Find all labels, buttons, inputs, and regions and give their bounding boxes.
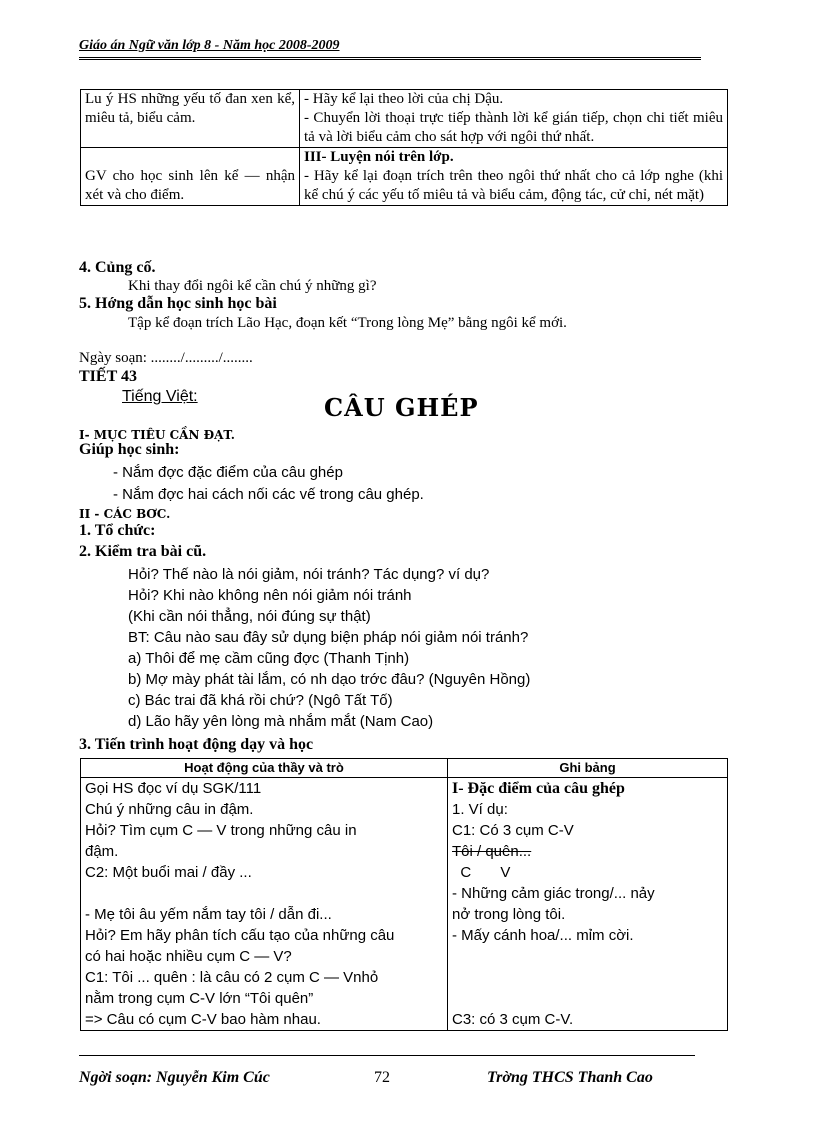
table-line: nằm trong cụm C-V lớn “Tôi quên”	[85, 990, 314, 1007]
table-line	[85, 883, 443, 904]
question-line: a) Thôi để mẹ cầm cũng đợc (Thanh Tịnh)	[128, 650, 410, 667]
table-cell-left: GV cho học sinh lên kể — nhận xét và cho điểm.	[81, 148, 300, 206]
table-heading: III- Luyện nói trên lớp.	[304, 149, 454, 165]
objectives-sub: Giúp học sinh:	[79, 441, 180, 458]
question-line: c) Bác trai đã khá rồi chứ? (Ngô Tất Tố)	[128, 692, 393, 709]
process-heading: 3. Tiến trình hoạt động dạy và học	[79, 736, 314, 753]
table-line: Gọi HS đọc ví dụ SGK/111	[85, 780, 262, 797]
objective-item: - Nắm đợc đặc điểm của câu ghép	[113, 464, 343, 481]
table-line: 1. Ví dụ:	[452, 801, 508, 818]
page-title: CÂU GHÉP	[324, 393, 479, 422]
table-line: C3: có 3 cụm C-V.	[452, 1011, 574, 1028]
table-line: Hỏi? Em hãy phân tích cấu tạo của những câu	[85, 927, 395, 944]
table-line: - Những cảm giác trong/... nảy	[452, 885, 655, 902]
table-line: Tôi / quên...	[452, 843, 532, 860]
table-heading: I- Đặc điểm của câu ghép	[452, 780, 625, 797]
table-line: đậm.	[85, 843, 119, 860]
table-line: Hỏi? Tìm cụm C — V trong những câu in	[85, 822, 357, 839]
column-header-board: Ghi bảng	[448, 759, 728, 778]
guidance-heading: 5. Hớng dẫn học sinh học bài	[79, 295, 277, 312]
table-line: - Chuyển lời thoại trực tiếp thành lời kể gián tiếp, chọn chi tiết miêu tả và lời biểu cảm cho sát hợp với ngôi thứ nhất.	[304, 110, 723, 145]
question-line: BT: Câu nào sau đây sử dụng biện pháp nói giảm nói tránh?	[128, 629, 529, 646]
date-line: Ngày soạn: ......../........./........	[79, 350, 253, 366]
footer-author: Ngời soạn: Nguyễn Kim Cúc	[79, 1069, 270, 1086]
footer-school: Trờng THCS Thanh Cao	[487, 1069, 653, 1086]
activity-table-2	[80, 758, 728, 1031]
table-line: C2: Một buổi mai / đầy ...	[85, 864, 252, 881]
page-number: 72	[374, 1069, 390, 1086]
question-line: b) Mợ mày phát tài lắm, có nh dạo trớc đâu? (Nguyên Hồng)	[128, 671, 531, 688]
table-row	[81, 778, 728, 1031]
table-line: => Câu có cụm C-V bao hàm nhau.	[85, 1011, 321, 1028]
org-heading: 1. Tổ chức:	[79, 522, 156, 539]
table-line: C1: Tôi ... quên : là câu có 2 cụm C — Vnhỏ	[85, 969, 379, 986]
table-line: Chú ý những câu in đậm.	[85, 801, 254, 818]
table-line: nở trong lòng tôi.	[452, 906, 566, 923]
table-line: C1: Có 3 cụm C-V	[452, 822, 574, 839]
consolidation-text: Khi thay đổi ngôi kể cần chú ý những gì?	[128, 278, 377, 294]
subject-label: Tiếng Việt:	[122, 388, 198, 405]
objective-item: - Nắm đợc hai cách nối các vế trong câu ghép.	[113, 486, 424, 503]
question-line: Hỏi? Khi nào không nên nói giảm nói tránh	[128, 587, 412, 604]
objectives-heading: I- MỤC TIÊU CẦN ĐẠT.	[79, 428, 235, 442]
table-cell-right	[448, 778, 728, 1031]
table-row	[81, 148, 728, 206]
table-line: có hai hoặc nhiều cụm C — V?	[85, 948, 292, 965]
check-heading: 2. Kiểm tra bài cũ.	[79, 543, 207, 560]
period-label: TIẾT 43	[79, 368, 137, 385]
question-line: Hỏi? Thế nào là nói giảm, nói tránh? Tác dụng? ví dụ?	[128, 566, 490, 583]
table-header-row	[81, 759, 728, 778]
table-line: - Hãy kể lại theo lời của chị Dậu.	[304, 91, 504, 107]
table-cell-right	[300, 90, 728, 148]
table-line: - Hãy kể lại đoạn trích trên theo ngôi thứ nhất cho cả lớp nghe (khi kể chú ý các yếu tố miêu tả và biểu cảm, động tác, cử chỉ, nét mặt)	[304, 168, 723, 203]
question-line: d) Lão hãy yên lòng mà nhắm mắt (Nam Cao)	[128, 713, 434, 730]
table-line: C V	[452, 864, 511, 881]
activity-table-1	[80, 89, 728, 206]
header-rule	[79, 57, 701, 60]
question-line: (Khi cần nói thẳng, nói đúng sự thật)	[128, 608, 371, 625]
table-line: - Mấy cánh hoa/... mỉm cời.	[452, 927, 634, 944]
footer-rule	[79, 1055, 695, 1056]
table-cell-right	[300, 148, 728, 206]
column-header-activities: Hoạt động của thầy và trò	[81, 759, 448, 778]
table-line: - Mẹ tôi âu yếm nắm tay tôi / dẫn đi...	[85, 906, 332, 923]
consolidation-heading: 4. Củng cố.	[79, 259, 156, 276]
table-row	[81, 90, 728, 148]
header-title: Giáo án Ngữ văn lớp 8 - Năm học 2008-2009	[79, 38, 340, 53]
table-cell-left	[81, 778, 448, 1031]
table-cell-left: Lu ý HS những yếu tố đan xen kể, miêu tả, biểu cảm.	[81, 90, 300, 148]
questions-block	[128, 564, 530, 732]
steps-heading: II - CÁC BƠC.	[79, 507, 171, 521]
guidance-text: Tập kể đoạn trích Lão Hạc, đoạn kết “Trong lòng Mẹ” bằng ngôi kể mới.	[128, 315, 567, 331]
